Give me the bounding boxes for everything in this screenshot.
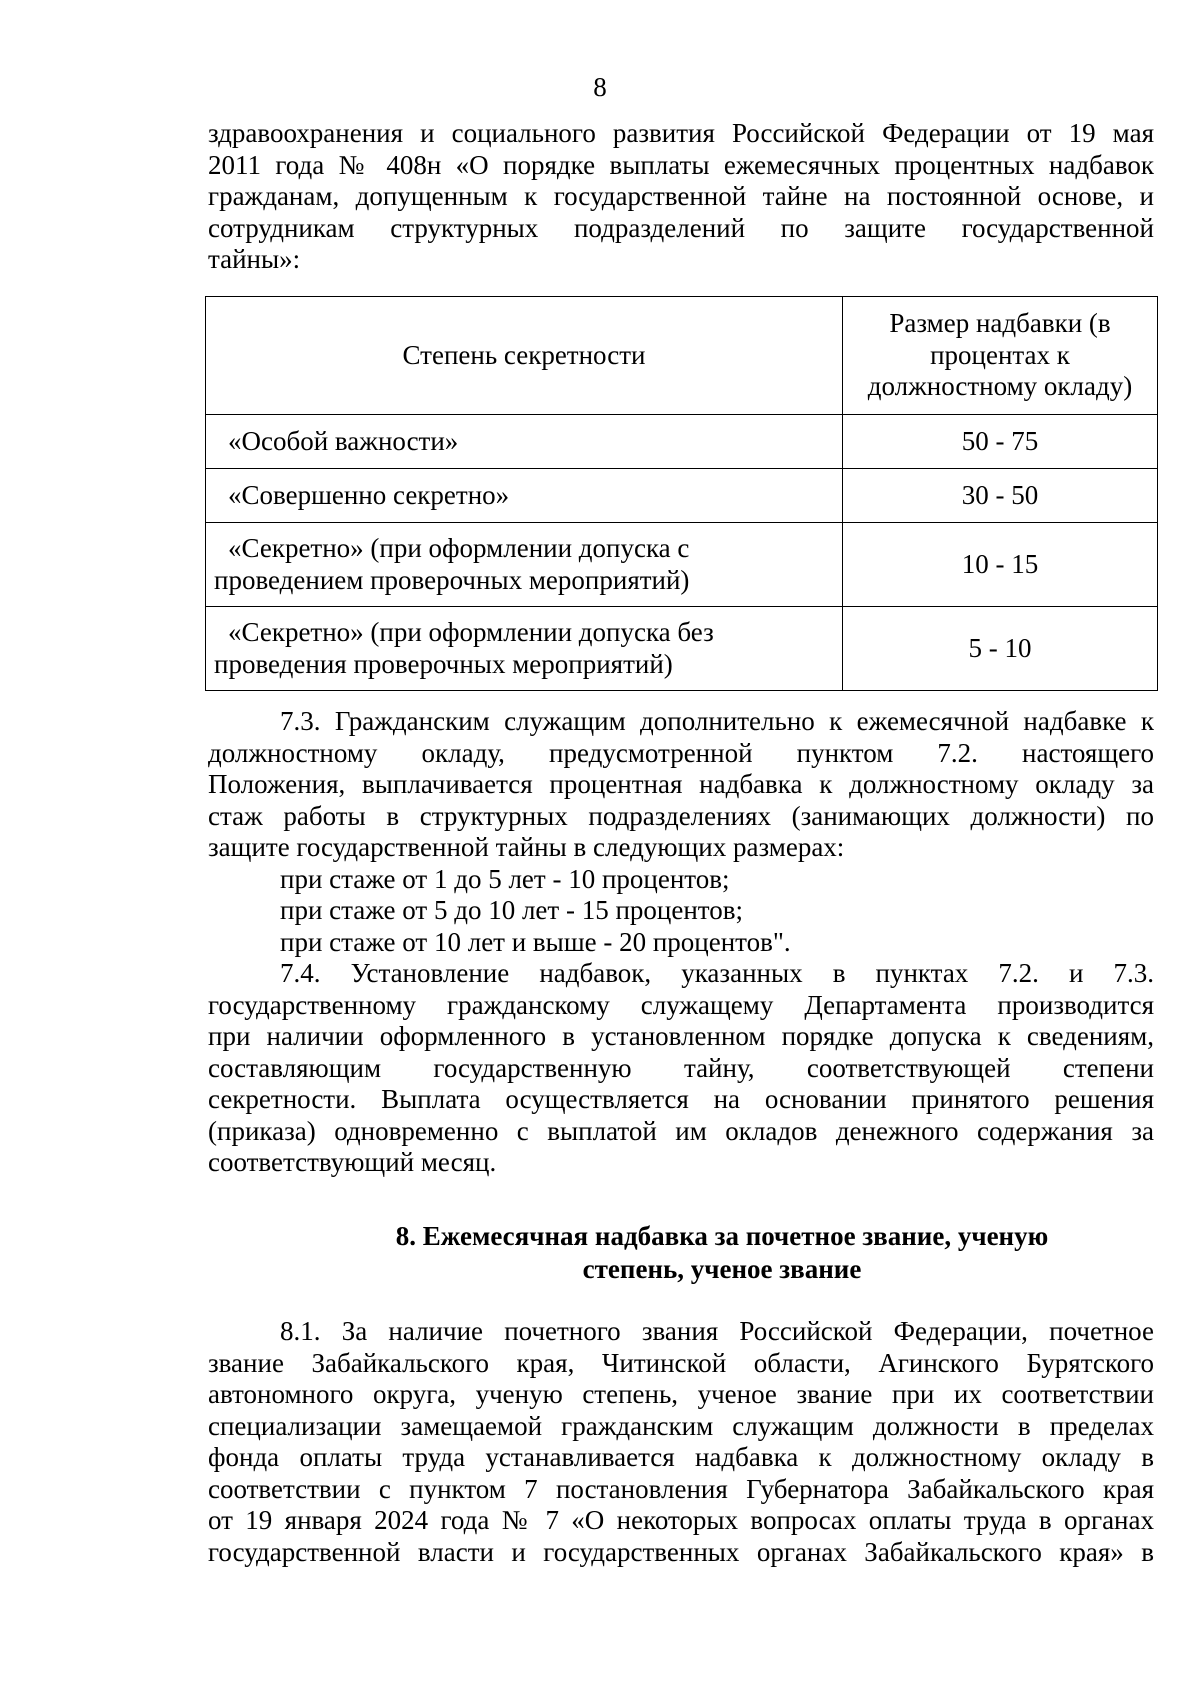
value-cell: 10 - 15	[843, 523, 1158, 607]
text-line: Положения, выплачивается процентная надбавка к должностному окладу за	[208, 769, 1154, 799]
text-line: 2011 года № 408н «О порядке выплаты ежемесячных процентных надбавок	[208, 149, 1154, 180]
heading-line: 8. Ежемесячная надбавка за почетное звание, ученую	[395, 1221, 1049, 1251]
text-line: здравоохранения и социального развития Российской Федерации от 19 мая	[208, 118, 1154, 148]
text-line: (приказа) одновременно с выплатой им окладов денежного содержания за	[208, 1115, 1154, 1146]
value-cell: 5 - 10	[843, 607, 1158, 691]
seniority-list	[280, 864, 1160, 959]
text-line: стаж работы в структурных подразделениях (занимающих должности) по	[208, 800, 1154, 831]
value-cell: 30 - 50	[843, 469, 1158, 523]
text-line: гражданам, допущенным к государственной тайне на постоянной основе, и	[208, 181, 1154, 211]
secrecy-allowance-table	[205, 296, 1158, 691]
header-degree: Степень секретности	[206, 297, 843, 415]
degree-line: «Секретно» (при оформлении допуска без	[228, 617, 714, 647]
degree-line: проведения проверочных мероприятий)	[214, 648, 673, 679]
paragraph-8-1	[208, 1316, 1154, 1568]
text-line: соответствии с пунктом 7 постановления Губернатора Забайкальского края	[208, 1473, 1154, 1504]
text-line: секретности. Выплата осуществляется на основании принятого решения	[208, 1084, 1154, 1114]
header-line: Размер надбавки (в	[889, 308, 1111, 339]
value-cell: 50 - 75	[843, 415, 1158, 469]
intro-paragraph	[208, 118, 1154, 276]
degree-cell	[206, 607, 843, 691]
degree-cell	[206, 415, 843, 469]
text-line: тайны»:	[208, 244, 301, 274]
text-line: при наличии оформленного в установленном порядке допуска к сведениям,	[208, 1021, 1154, 1051]
header-line: процентах к	[930, 339, 1070, 370]
paragraph-7-3	[208, 706, 1154, 864]
text-line: составляющим государственную тайну, соответствующей степени	[208, 1052, 1154, 1083]
text-line: государственному гражданскому служащему Департамента производится	[208, 989, 1154, 1020]
table-header-row	[206, 297, 1158, 415]
header-line: должностному окладу)	[867, 371, 1133, 402]
text-line: специализации замещаемой гражданским служащим должности в пределах	[208, 1410, 1154, 1441]
section-8-heading	[208, 1220, 1154, 1286]
table-row	[206, 469, 1158, 523]
text-line: 7.4. Установление надбавок, указанных в пунктах 7.2. и 7.3.	[280, 958, 1154, 988]
degree-cell	[206, 469, 843, 523]
text-line: 8.1. За наличие почетного звания Российской Федерации, почетное	[280, 1316, 1154, 1346]
list-item: при стаже от 5 до 10 лет - 15 процентов;	[280, 895, 743, 925]
text-line: звание Забайкальского края, Читинской области, Агинского Бурятского	[208, 1347, 1154, 1378]
text-line: должностному окладу, предусмотренной пунктом 7.2. настоящего	[208, 737, 1154, 768]
list-item: при стаже от 10 лет и выше - 20 процентов".	[280, 926, 791, 957]
text-line: государственной власти и государственных органах Забайкальского края» в	[208, 1536, 1154, 1567]
text-line: от 19 января 2024 года № 7 «О некоторых вопросах оплаты труда в органах	[208, 1505, 1154, 1535]
page-number: 8	[593, 72, 607, 102]
paragraph-7-4	[208, 958, 1154, 1179]
table-row	[206, 415, 1158, 469]
degree-cell	[206, 523, 843, 607]
text-line: фонда оплаты труда устанавливается надбавка к должностному окладу в	[208, 1442, 1154, 1472]
header-allowance	[843, 297, 1158, 415]
heading-line: степень, ученое звание	[582, 1254, 862, 1284]
degree-line: «Совершенно секретно»	[228, 479, 510, 510]
degree-line: «Секретно» (при оформлении допуска с	[228, 533, 690, 563]
text-line: 7.3. Гражданским служащим дополнительно к ежемесячной надбавке к	[280, 706, 1154, 736]
text-line: защите государственной тайны в следующих размерах:	[208, 832, 845, 862]
degree-line: проведением проверочных мероприятий)	[214, 564, 690, 595]
degree-line: «Особой важности»	[228, 425, 459, 456]
text-line: автономного округа, ученую степень, ученое звание при их соответствии	[208, 1379, 1154, 1409]
table-row	[206, 607, 1158, 691]
list-item: при стаже от 1 до 5 лет - 10 процентов;	[280, 863, 730, 894]
table-row	[206, 523, 1158, 607]
text-line: сотрудникам структурных подразделений по защите государственной	[208, 212, 1154, 243]
text-line: соответствующий месяц.	[208, 1147, 497, 1177]
